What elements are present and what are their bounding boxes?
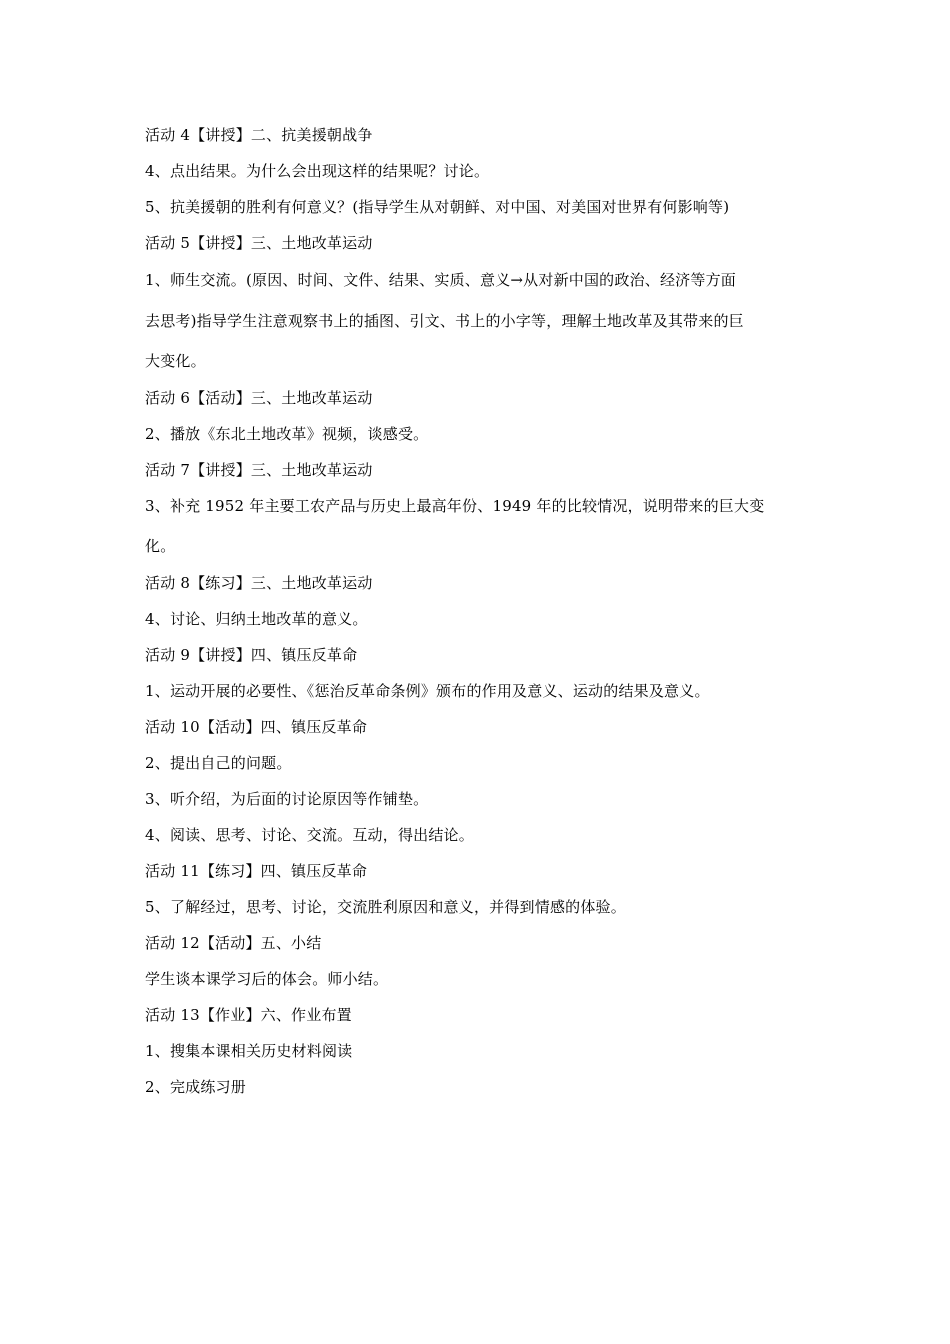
paragraph-line: 4、讨论、归纳土地改革的意义。 [145, 610, 368, 628]
paragraph-line: 5、了解经过，思考、讨论，交流胜利原因和意义，并得到情感的体验。 [145, 898, 626, 916]
activity-heading: 活动 13【作业】六、作业布置 [145, 1006, 352, 1024]
activity-heading: 活动 5【讲授】三、土地改革运动 [145, 234, 373, 252]
paragraph-line: 去思考)指导学生注意观察书上的插图、引文、书上的小字等，理解土地改革及其带来的巨 [145, 312, 744, 330]
paragraph-line: 化。 [145, 537, 176, 555]
paragraph-line: 2、播放《东北土地改革》视频，谈感受。 [145, 425, 429, 443]
paragraph-line: 1、师生交流。(原因、时间、文件、结果、实质、意义→从对新中国的政治、经济等方面 [145, 271, 736, 289]
paragraph-line: 3、听介绍，为后面的讨论原因等作铺垫。 [145, 790, 429, 808]
activity-heading: 活动 4【讲授】二、抗美援朝战争 [145, 126, 373, 144]
paragraph-line: 1、运动开展的必要性、《惩治反革命条例》颁布的作用及意义、运动的结果及意义。 [145, 682, 710, 700]
activity-heading: 活动 10【活动】四、镇压反革命 [145, 718, 368, 736]
paragraph-line: 学生谈本课学习后的体会。师小结。 [145, 970, 389, 988]
paragraph-line: 2、完成练习册 [145, 1078, 246, 1096]
activity-heading: 活动 11【练习】四、镇压反革命 [145, 862, 368, 880]
paragraph-line: 3、补充 1952 年主要工农产品与历史上最高年份、1949 年的比较情况，说明带来的巨大变 [145, 497, 765, 515]
paragraph-line: 2、提出自己的问题。 [145, 754, 292, 772]
activity-heading: 活动 12【活动】五、小结 [145, 934, 322, 952]
activity-heading: 活动 6【活动】三、土地改革运动 [145, 389, 373, 407]
paragraph-line: 1、搜集本课相关历史材料阅读 [145, 1042, 353, 1060]
paragraph-line: 大变化。 [145, 352, 206, 370]
activity-heading: 活动 8【练习】三、土地改革运动 [145, 574, 373, 592]
paragraph-line: 4、点出结果。为什么会出现这样的结果呢？讨论。 [145, 162, 490, 180]
paragraph-line: 5、抗美援朝的胜利有何意义？(指导学生从对朝鲜、对中国、对美国对世界有何影响等) [145, 198, 730, 216]
activity-heading: 活动 7【讲授】三、土地改革运动 [145, 461, 373, 479]
paragraph-line: 4、阅读、思考、讨论、交流。互动，得出结论。 [145, 826, 474, 844]
activity-heading: 活动 9【讲授】四、镇压反革命 [145, 646, 358, 664]
